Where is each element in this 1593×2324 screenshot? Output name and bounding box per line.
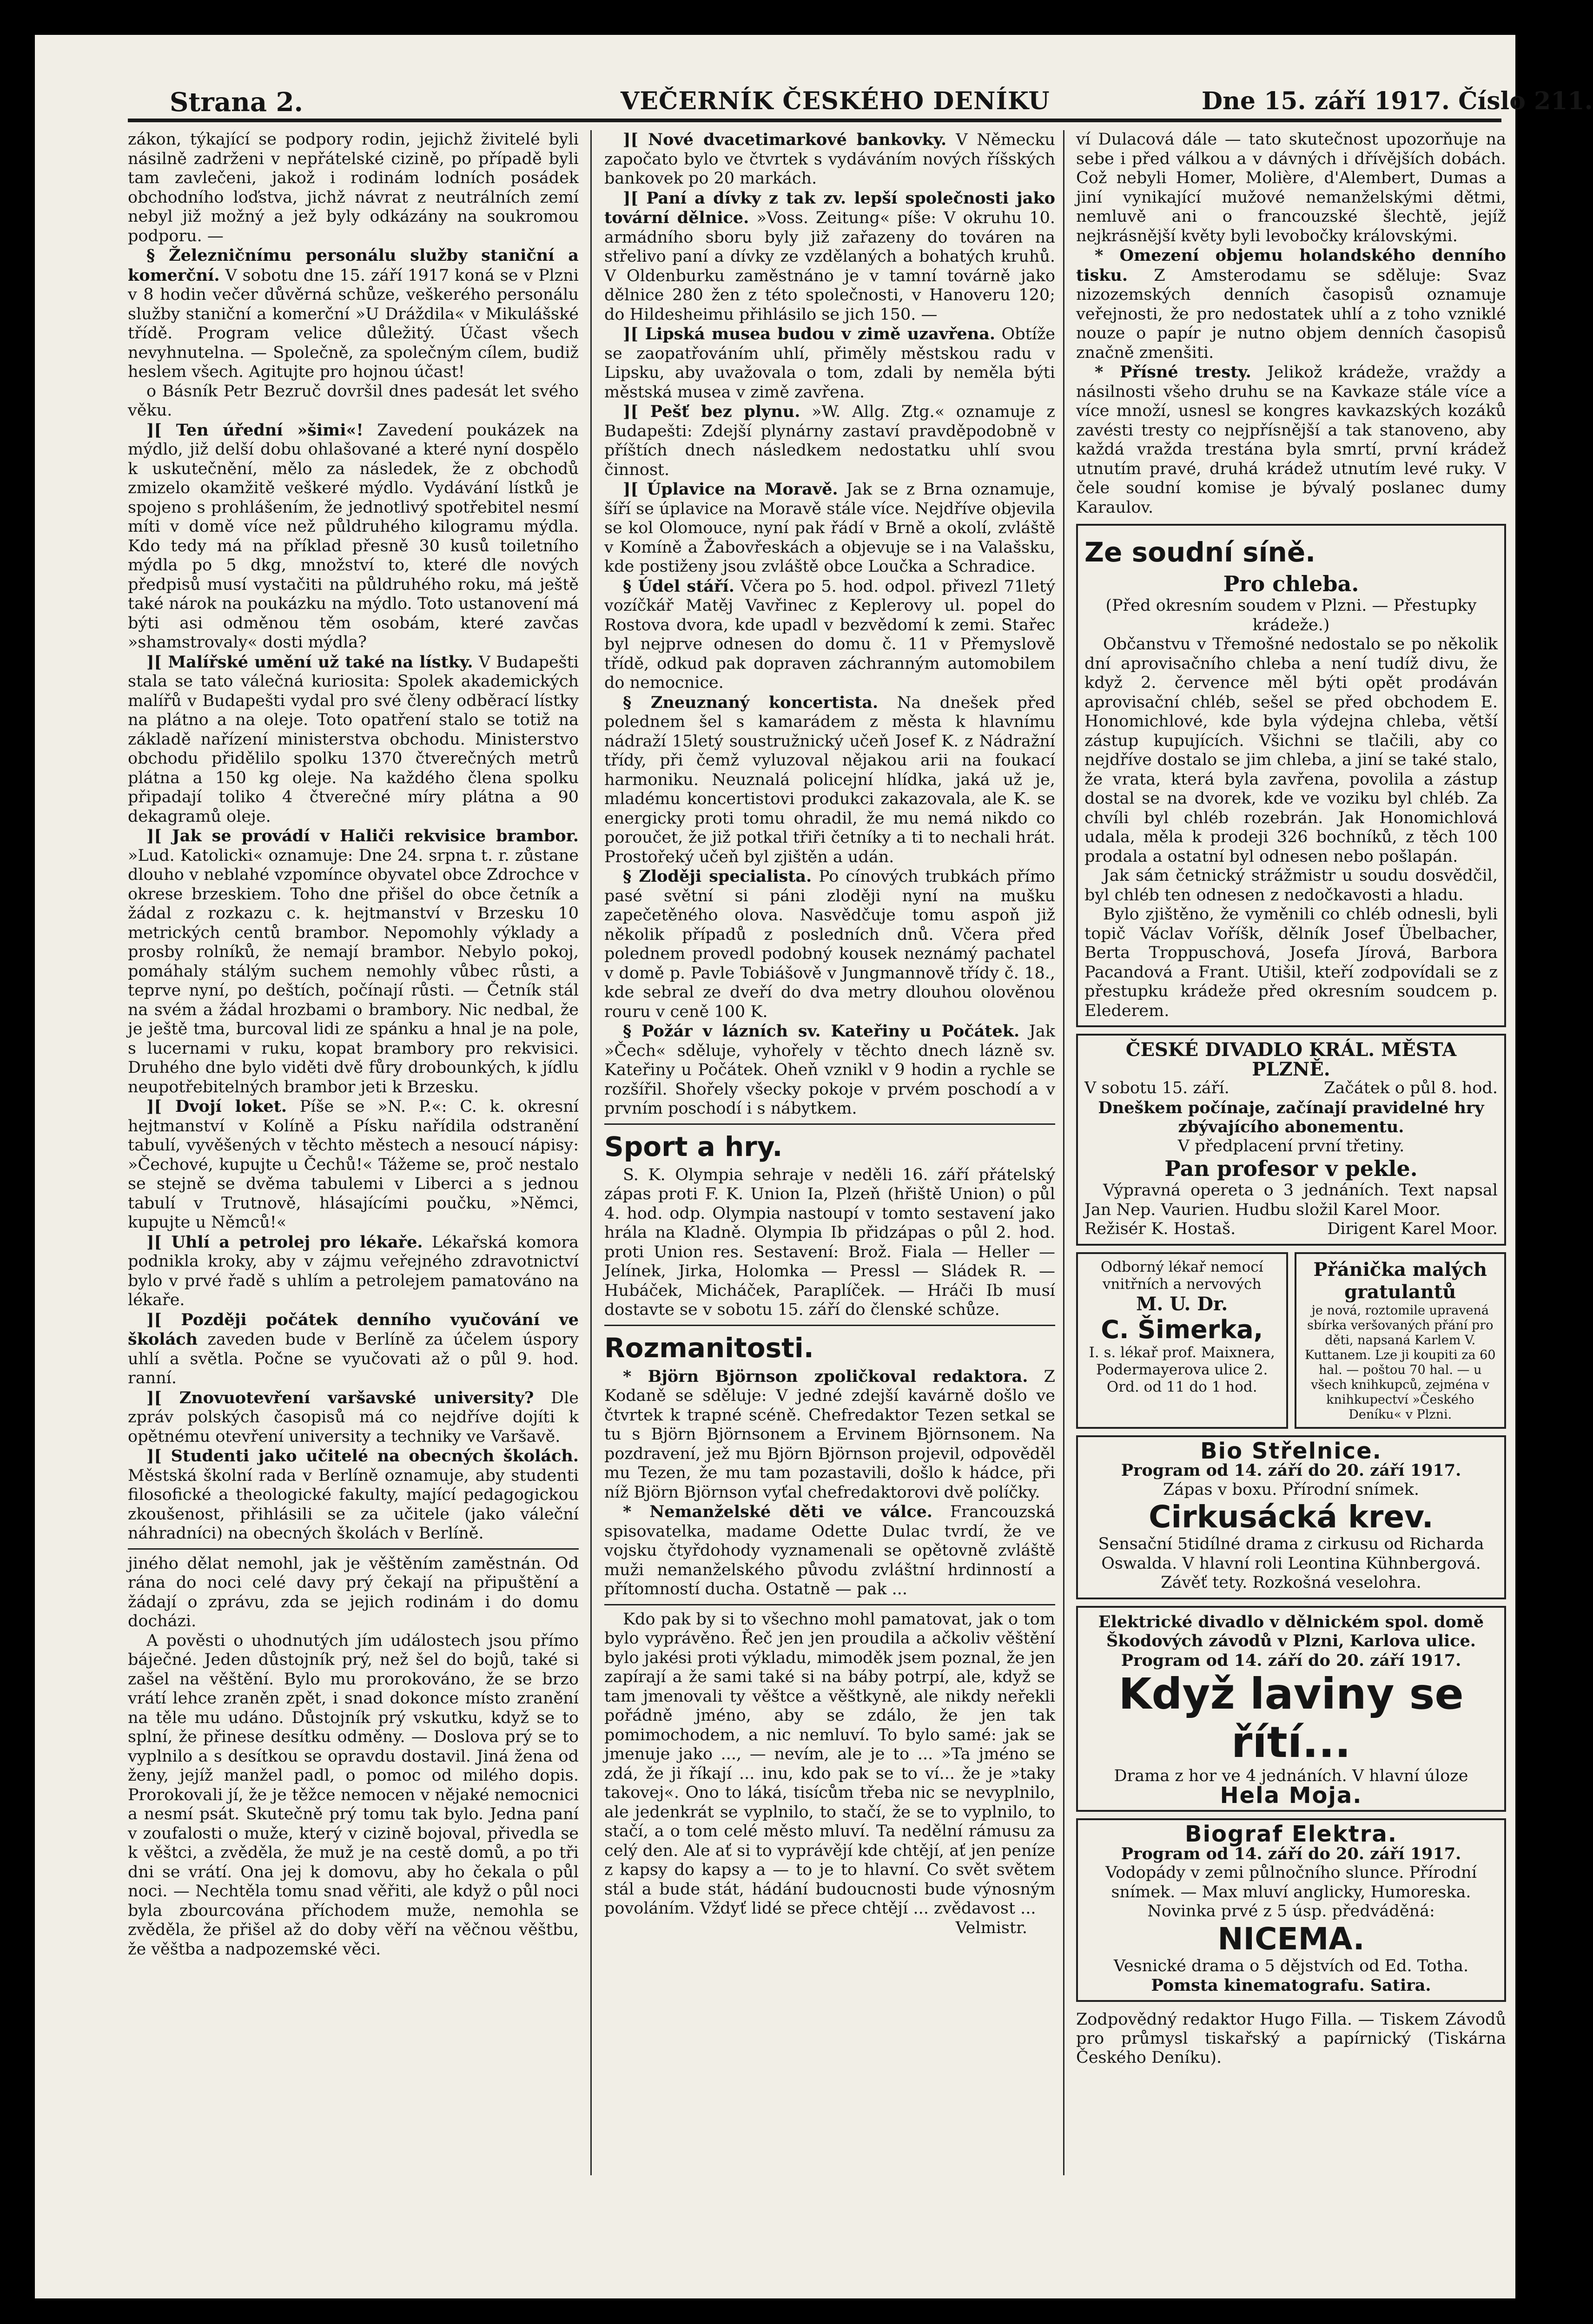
news-text: Francouzská spisovatelka, madame Odette Dulac tvrdí, že ve vojsku čtyřdohody vyznamenali se opětovně zvláště muži nemanželského původu zvláštní hrdinností a přítomností ducha. Ostatně — pak ... xyxy=(604,1503,1055,1598)
cinema-ad-elektra xyxy=(1076,1818,1506,2002)
column-3 xyxy=(1076,130,1506,2175)
cinema-ad-strelnice xyxy=(1076,1435,1506,1599)
newspaper-title: VEČERNÍK ČESKÉHO DENÍKU xyxy=(621,87,1050,115)
news-text: Včera po 5. hod. odpol. přivezl 71letý vozíčkář Matěj Vavřinec z Keplerovy ul. popel do Rostova dvora, kde upadl v bezvědomí k zemi. Stařec byl nejprve odnesen do domu č. 11 v Přemyslově třídě, odkud pak dopraven záchranným automobilem do nemocnice. xyxy=(604,577,1055,692)
theatre-description: Výpravná opereta o 3 jednáních. Text napsal Jan Nep. Vaurien. Hudbu složil Karel Moor. xyxy=(1084,1181,1498,1219)
newspaper-page xyxy=(35,35,1593,2298)
news-item xyxy=(128,1310,579,1388)
theatre-play-title: Pan profesor v pekle. xyxy=(1164,1156,1418,1181)
cinema-star: Hela Moja. xyxy=(1220,1782,1362,1809)
cinema-film: Vodopády v zemi půlnočního slunce. Přírodní snímek. — Max mluví anglicky, Humoreska. Novinka prvé z 5 úsp. předváděná: xyxy=(1105,1863,1477,1921)
news-item xyxy=(604,189,1055,325)
cinema-name: Elektrické divadlo v dělnickém spol. domě Škodových závodů v Plzni, Karlova ulice. xyxy=(1098,1612,1484,1651)
news-text: Jak »Čech« sděluje, vyhořely v těchto dnech lázně sv. Kateřiny u Počátek. Oheň vznikl v 9 hodin a rychle se rozšířil. Shořely všecky pokoje v prvém poschodí a v prvním poschodí i s nábytkem. xyxy=(604,1022,1055,1118)
news-headline: ][ Malířské umění už také na lístky. xyxy=(146,652,473,672)
doctor-title: M. U. Dr. xyxy=(1136,1293,1228,1315)
news-headline: * Omezení objemu holandského denního tisku. xyxy=(1076,246,1506,285)
news-headline: § Požár v lázních sv. Kateřiny u Počátek. xyxy=(623,1022,1020,1041)
news-text: »Lud. Katolicki« oznamuje: Dne 24. srpna t. r. zůstane dlouho v neblahé vzpomínce obyvatel obce Zdrochce v okrese brzeskiem. Toho dne přišel do obce četník a žádal z rozkazu c. k. hejtmanství v Brzesku 10 metrických centů brambor. Nepomohly výklady a prosby rolníků, že nemají brambor. Nebylo pokoj, pomáhaly stálým suchem nemohly vůbec růsti, a teprve nyní, po deštích, počínají růsti. — Četník stál na svém a žádal hrozbami o brambory. Nic nedbal, že je ještě tma, burcoval lidi ze spánku a hnal je na pole, s lucernami v ruku, kopat brambory pro rekvisici. Druhého dne bylo viděti dvě fůry drobounkých, k jídlu neupotřebitelných brambor jeti k Brzesku. xyxy=(128,846,579,1096)
book-description: je nová, roztomile upravená sbírka veršovaných přání pro děti, napsaná Karlem V. Kuttanem. Lze ji koupiti za 60 hal. — poštou 70 hal. — u všech knihkupců, zejména v knihkupectví »Českého Deníku« v Plzni. xyxy=(1305,1303,1496,1422)
issue-date: Dne 15. září 1917. Číslo 211. xyxy=(1202,87,1593,115)
cinema-main-film: NICEMA. xyxy=(1217,1921,1365,1957)
cinema-film: Pomsta kinematografu. Satira. xyxy=(1151,1976,1431,1995)
cinema-program-dates: Program od 14. září do 20. září 1917. xyxy=(1121,1651,1461,1670)
news-headline: ][ Paní a dívky z tak zv. lepší společnosti jako tovární dělnice. xyxy=(604,188,1055,227)
news-text: V Německu započato bylo ve čtvrtek s vydáváním nových říšských bankovek po 20 markách. xyxy=(604,131,1055,188)
news-item xyxy=(128,1233,579,1310)
news-item xyxy=(128,246,579,382)
small-ads-row xyxy=(1076,1252,1506,1429)
court-text: Bylo zjištěno, že vyměnili co chléb odnesli, byli topič Václav Voříšk, dělník Josef Übelbacher, Berta Troppuschová, Josefa Jírová, Barbora Pacandová a Frant. Utišil, kteří zodpovídali se z přestupku krádeže před okresním soudcem p. Elederem. xyxy=(1084,905,1498,1020)
news-headline: ][ Dvojí loket. xyxy=(146,1097,287,1116)
section-rule xyxy=(604,1123,1055,1125)
news-item xyxy=(604,693,1055,867)
feuilleton-signature: Velmistr. xyxy=(955,1918,1027,1937)
news-item xyxy=(604,130,1055,189)
doctor-ad xyxy=(1076,1252,1288,1429)
news-item xyxy=(1076,363,1506,517)
news-headline: § Zloději specialista. xyxy=(623,867,812,886)
cinema-film-description: Drama z hor ve 4 jednáních. V hlavní úloze xyxy=(1114,1767,1468,1785)
feuilleton-text: A pověsti o uhodnutých jím událostech jsou přímo báječné. Jeden důstojník prý, než šel do bojů, také si zašel na věštění. Bylo mu prorokováno, že se brzo vrátí lehce zraněn zpět, i snad dokonce místo zranění na těle mu udáno. Důstojník prý vskutku, když se to splní, že přinese desítku odměny. — Doslova prý se to vyplnilo a s desítkou se opravdu dostavil. Jiná žena od ženy, jejíž manžel padl, o pomoc od milého dopis. Prorokovali jí, že je těžce nemocen v nějaké nemocnici a nesmí psát. Skutečně prý tomu tak bylo. Jedna paní v zoufalosti o muže, který v cizině bojoval, přivedla se k věštci, a zvěděla, že muž je na cestě domů, a po tři dni se vrátí. Ona jej k domovu, aby ho čekala o půl noci. — Nechtěla tomu snad věřiti, ale když o půl noci byla zbourcována příchodem muže, nemohla se zvěděla, že přišel až do doby věří na věčnou věštbu, že věštba a nadpozemské věci. xyxy=(128,1631,579,1959)
news-item xyxy=(604,324,1055,402)
news-headline: § Údel stáří. xyxy=(623,576,734,596)
news-headline: ][ Později počátek denního vyučování ve školách xyxy=(128,1310,579,1349)
cinema-film-description: Vesnické drama o 5 dějstvích od Ed. Totha. xyxy=(1113,1956,1469,1975)
column-rule xyxy=(1063,130,1064,2175)
theatre-subscription: V předplacení první třetiny. xyxy=(1177,1136,1405,1155)
news-headline: § Železničnímu personálu služby staniční a komerční. xyxy=(128,246,579,285)
theatre-notice: Dneškem počínaje, začínají pravidelné hry zbývajícího abonementu. xyxy=(1098,1098,1484,1136)
cinema-film-description: Sensační 5tidílné drama z cirkusu od Richarda Oswalda. V hlavní roli Leontina Kühnbergová. xyxy=(1098,1535,1484,1573)
news-headline: ][ Uhlí a petrolej pro lékaře. xyxy=(146,1232,423,1252)
news-text: »Voss. Zeitung« píše: V okruhu 10. armádního sboru byly již zařazeny do továren na střelivo paní a dívky ze vzdělaných a bohatých kruhů. V Oldenburku zaměstnáno je v tamní továrně jako dělnice 280 žen z této společnosti, v Hanoveru 120; do Hildesheimu přihlásilo se jich 150. — xyxy=(604,209,1055,324)
news-headline: § Zneuznaný koncertista. xyxy=(623,693,879,712)
cinema-name: Biograf Elektra. xyxy=(1185,1821,1397,1847)
news-text: Píše se »N. P.«: C. k. okresní hejtmanství v Kolíně a Písku nařídila odstranění tabulí, vyvěšených v těchto městech a nesoucí nápisy: »Čechové, kupujte u Čechů!« Tážeme se, proč nestalo se stejně se dvěma tabulemi v Liberci a s jednou tabulí v Trutnově, hlásajícími poučku, »Němci, kupujte u Němců!« xyxy=(128,1097,579,1232)
news-item xyxy=(604,1367,1055,1503)
book-ad xyxy=(1295,1252,1507,1429)
theatre-time: Začátek o půl 8. hod. xyxy=(1324,1079,1498,1097)
column-1 xyxy=(128,130,579,2171)
section-heading-misc: Rozmanitosti. xyxy=(604,1332,814,1364)
news-text: Po cínových trubkách přímo pasé světní si páni zloději nyní na mušku zapečetěného olova. Nasvědčuje tomu aspoň již několik případů z posledních dnů. Včera před polednem provedl podobný kousek neznámý pachatel v domě p. Pavle Tobiášově v Jungmannově třídy č. 18., kde sebral ze dveří do dva metry dlouhou olověnou rouru v ceně 100 K. xyxy=(604,867,1055,1021)
news-text: Jak se z Brna oznamuje, šíří se úplavice na Moravě stále více. Nejdříve objevila se kol Olomouce, nyní pak řádí v Brně a okolí, zvláště v Komíně a Žabovřeskách a objevuje se i na Valašsku, kde postiženy jsou zvláště obce Loučka a Schradice. xyxy=(604,480,1055,576)
court-text: Jak sám četnický strážmistr u soudu dosvědčil, byl chléb ten odnesen z nedočkavosti a hladu. xyxy=(1084,866,1498,905)
news-item xyxy=(128,421,579,653)
doctor-address: I. s. lékař prof. Maixnera, Podermayerova ulice 2. Ord. od 11 do 1 hod. xyxy=(1089,1344,1275,1395)
news-headline: ][ Studenti jako učitelé na obecných školách. xyxy=(146,1446,579,1466)
cinema-film: Závěť tety. Rozkošná veselohra. xyxy=(1161,1573,1421,1592)
imprint: Zodpovědný redaktor Hugo Filla. — Tiskem Závodů pro průmysl tiskařský a papírnický (Tiskárna Českého Deníku). xyxy=(1076,2010,1506,2067)
news-text: Zavedení poukázek na mýdlo, již delší dobu ohlašované a které nyní dospělo k uskutečnění, mělo za následek, že z obchodů zmizelo okamžitě veškeré mýdlo. Vydávání lístků je spojeno s prohlášením, že jednotlivý spotřebitel nesmí míti v domě více než půldruhého kilogramu mýdla. Kdo tedy má na příklad přesně 30 kusů toiletního mýdla po 5 dkg, množství to, které dle nových předpisů musí vystačiti na půldruhého roku, má ještě také nárok na poukázku na mýdlo. Toto ustanovení má býti asi odměnou těm osobám, které zavčas »shamstrovaly« dosti mýdla? xyxy=(128,421,579,652)
news-headline: ][ Pešť bez plynu. xyxy=(623,402,800,421)
news-text: Na dnešek před polednem šel s kamarádem z města k hlavnímu nádraží 15letý soustružnický učeň Josef K. z Nádražní třídy, při čemž vyluzoval nějakou arii na foukací harmoniku. Neuznalá policejní hlídka, jaká už je, mladému koncertistovi produkci zakazovala, ale K. se energicky proti tomu ohradil, že mu nemá nikdo co poroučet, že již potkal třiři četníky a ti to nechali hrát. Prostořeký učeň byl zjištěn a udán. xyxy=(604,693,1055,866)
news-item xyxy=(128,1097,579,1233)
cinema-film: Zápas v boxu. Přírodní snímek. xyxy=(1163,1480,1419,1499)
court-subtitle: (Před okresním soudem v Plzni. — Přestupky krádeže.) xyxy=(1105,596,1477,634)
news-headline: ][ Úplavice na Moravě. xyxy=(623,480,838,499)
news-text: »W. Allg. Ztg.« oznamuje z Budapešti: Zdejší plynárny zastaví pravděpodobně v příštích dnech následkem nedostatku uhlí svou činnost. xyxy=(604,403,1055,479)
news-headline: ][ Ten úřední »šimi«! xyxy=(146,420,364,440)
cinema-ad-elektricke xyxy=(1076,1606,1506,1812)
theatre-heading: ČESKÉ DIVADLO KRÁL. MĚSTA PLZNĚ. xyxy=(1125,1039,1457,1080)
news-text: V Budapešti stala se tato válečná kuriosita: Spolek akademických malířů v Budapešti vydal pro své členy odběrací lístky na plátno a na oleje. Toto opatření stalo se totiž na základě nařízení ministerstva obchodu. Ministerstvo obchodu přidělilo spolku 1370 čtverečných metrů plátna a 150 kg oleje. Na každého člena spolku připadají toliko 4 čtverečné míry plátna a 90 dekagramů oleje. xyxy=(128,653,579,826)
feuilleton-rule xyxy=(128,1548,579,1550)
news-item xyxy=(604,867,1055,1022)
article-text: zákon, týkající se podpory rodin, jejichž živitelé byli násilně zadrženi v nepřátelské cizině, po případě byli tam zavlečeni, jakož i rodinám lodních posádek obchodního loďstva, jichž návrat z neutrálních zemí nebyl již možný a jež byly odkázány na soukromou podporu. — xyxy=(128,130,579,245)
news-headline: ][ Znovuotevření varšavské university? xyxy=(146,1388,534,1407)
doctor-specialty: Odborný lékař nemocí vnitřních a nervových xyxy=(1100,1258,1263,1293)
news-headline: * Nemanželské děti ve válce. xyxy=(623,1502,932,1521)
news-text: Jelikož krádeže, vraždy a násilnosti všeho druhu se na Kavkaze stále více a více množí, usnesl se kongres kavkazských kozáků zavésti tresty co nejpřísnější a tak stanoveno, aby každá vražda trestána byla smrtí, první krádež utnutím pravé, druhá krádež utnutím levé ruky. V čele soudní komise je bývalý poslanec dumy Karaulov. xyxy=(1076,363,1506,517)
theatre-day: V sobotu 15. září. xyxy=(1084,1079,1229,1097)
doctor-name: C. Šimerka, xyxy=(1101,1314,1263,1344)
news-item xyxy=(604,1022,1055,1119)
theatre-ad xyxy=(1076,1034,1506,1246)
news-item xyxy=(1076,246,1506,363)
feuilleton-rule xyxy=(604,1604,1055,1605)
masthead xyxy=(35,35,1593,118)
news-headline: * Přísné tresty. xyxy=(1095,363,1251,382)
news-item xyxy=(128,1388,579,1447)
article-text: ví Dulacová dále — tato skutečnost upozorňuje na sebe i před válkou a v dávných i dřívějších dobách. Což nebyli Homer, Molière, d'Alembert, Dumas a jiní vynikající mužové nemanželskými dětmi, nemluvě ani o francouzské šlechtě, jejíž nejkrásnější květy byli levobočky královskými. xyxy=(1076,130,1506,245)
news-headline: ][ Lipská musea budou v zimě uzavřena. xyxy=(623,324,996,343)
theatre-schedule xyxy=(1084,1079,1498,1098)
cinema-program-dates: Program od 14. září do 20. září 1917. xyxy=(1121,1461,1461,1480)
cinema-main-film: Když laviny se řítí... xyxy=(1118,1669,1464,1767)
section-heading-court: Ze soudní síně. xyxy=(1084,536,1316,568)
news-item: o Básník Petr Bezruč dovršil dnes padesát let svého věku. xyxy=(128,382,579,420)
sport-text: S. K. Olympia sehraje v neděli 16. září přátelský zápas proti F. K. Union Ia, Plzeň (hřiště Union) o půl 4. hod. odp. Olympia nastoupí v tomto sestavení jako hrála na Kladně. Olympia Ib přidzápas o půl 2. hod. proti Union res. Sestavení: Brož. Fiala — Heller — Jelínek, Jirka, Holomka — Pressl — Sládek R. — Hubáček, Micháček, Paraplíček. — Hráči Ib musí dostavte se v sobotu 15. září do členské schůze. xyxy=(604,1165,1055,1319)
cinema-main-film: Cirkusácká krev. xyxy=(1149,1499,1434,1535)
court-section xyxy=(1076,524,1506,1027)
feuilleton-text: jiného dělat nemohl, jak je věštěním zaměstnán. Od rána do noci celé davy prý čekají na připuštění a žádají o zprávu, zda se jejich rodinám i do domu docházi. xyxy=(128,1554,579,1631)
section-rule xyxy=(604,1325,1055,1326)
news-item xyxy=(604,480,1055,577)
cinema-name: Bio Střelnice. xyxy=(1200,1438,1382,1464)
news-item xyxy=(604,1502,1055,1599)
news-text: Lékařská komora podnikla kroky, aby v zájmu veřejného zdravotnictví bylo v prvé řadě s uhlím a petrolejem pamatováno na lékaře. xyxy=(128,1233,579,1309)
court-title: Pro chleba. xyxy=(1223,571,1359,596)
column-rule xyxy=(590,130,592,2175)
cinema-program-dates: Program od 14. září do 20. září 1917. xyxy=(1121,1844,1461,1863)
page-number: Strana 2. xyxy=(170,87,304,118)
news-headline: ][ Jak se provádí v Haliči rekvisice brambor. xyxy=(146,826,579,845)
section-heading-sport: Sport a hry. xyxy=(604,1130,783,1162)
news-item xyxy=(604,402,1055,480)
masthead-rule xyxy=(128,119,1501,122)
news-item xyxy=(604,577,1055,693)
theatre-conductor: Dirigent Karel Moor. xyxy=(1327,1220,1498,1238)
court-text: Občanstvu v Třemošné nedostalo se po několik dní aprovisačního chleba a není tudíž divu, že když 2. července měl býti opět prodáván aprovisační chléb, sešel se před obchodem E. Honomichlové, kde byla výdejna chleba, větší zástup kupujících. Všichni se tlačili, aby co nejdříve dostalo se jim chleba, a jiní se také stalo, že vrata, která byla zavřena, povolila a zástup dostal se na dvorek, kde ve voziku byl chléb. Za chvíli byl chléb rozebrán. Jak Honomichlová udala, měla k prodeji 326 bochníků, z těch 100 prodala a ostatní byl odnesen nebo pošlapán. xyxy=(1084,635,1498,866)
news-text: V sobotu dne 15. září 1917 koná se v Plzni v 8 hodin večer důvěrná schůze, veškerého personálu služby staniční a komerční »U Dráždila« v Mikulášské třídě. Program velice důležitý. Účast všech nevyhnutelna. — Společně, za společným cílem, budiž heslem všech. Agitujte pro hojnou účast! xyxy=(128,266,579,381)
news-text: Obtíže se zaopatřováním uhlí, přiměly městskou radu v Lipsku, aby uvažovala o tom, zdali by neměla býti městská musea v zimě zavřena. xyxy=(604,325,1055,402)
news-text: Dle zpráv polských časopisů má co nejdříve dojíti k opětnému otevření university a techniky ve Varšavě. xyxy=(128,1388,579,1446)
news-text: Z Amsterodamu se sděluje: Svaz nizozemských denních časopisů oznamuje veřejnosti, že pro nedostatek uhlí a z toho vzniklé nouze o papír je nutno objem denních časopisů značně zmenšiti. xyxy=(1076,266,1506,362)
feuilleton-text: Kdo pak by si to všechno mohl pamatovat, jak o tom bylo vyprávěno. Řeč jen jen proudila a ačkoliv věštění bylo jakési proti výkladu, mimoděk jsem poznal, že jen zapírají a že sami také si na báby potrpí, ale, když se tam jmenovali ty věštce a věštkyně, ale nikdy neřekli pořádně jméno, aby se zdálo, že jen tak pomimochodem, a nic nemluví. To bylo samé: jak se jmenuje jako ..., — nevím, ale je to ... »Ta jméno se zdá, že ji říkají ... inu, kdo pak se to ví... že je »taky takovej«. Ono to láká, tisícům třeba nic se nevyplnilo, ale jedenkrát se vyplnilo, to stačí, že se to vyplnilo, to stačí, a o tom celé město mluví. Ta nedělní rámusu za celý den. Ale ať si to vyprávějí kde chtějí, ať jen peníze z kapsy do kapsy a — to je to hlavní. Co svět světem stál a bude stát, hádání budoucnosti bude výnosným povoláním. Vždyť lidé se přece chtějí ... zvědavost ... xyxy=(604,1610,1055,1918)
news-item xyxy=(128,1446,579,1544)
news-item xyxy=(128,653,579,827)
news-headline: * Björn Björnson zpoličkoval redaktora. xyxy=(623,1367,1028,1386)
news-headline: ][ Nové dvacetimarkové bankovky. xyxy=(623,130,947,149)
news-text: zaveden bude v Berlíně za účelem úspory uhlí a světla. Počne se vyučovati až o půl 9. hod. ranní. xyxy=(128,1330,579,1387)
column-2 xyxy=(604,130,1055,2175)
theatre-director: Režisér K. Hostaš. xyxy=(1084,1220,1236,1238)
news-text: Z Kodaně se sděluje: V jedné zdejší kavárně došlo ve čtvrtek k trapné scéně. Chefredaktor Tezen setkal se tu s Björn Björnsonem a Ervinem Björnsonem. Na pozdravení, jež mu Björn Björnson projevil, odpověděl mu Tezen, že mu tam pozastavili, došlo k hádce, při níž Björn Björnson vyťal chefredaktorovi dvě políčky. xyxy=(604,1367,1055,1502)
news-item xyxy=(128,826,579,1097)
theatre-credits xyxy=(1084,1220,1498,1239)
book-title: Přánička malých gratulantů xyxy=(1313,1258,1487,1303)
news-text: Městská školní rada v Berlíně oznamuje, aby studenti filosofické a theologické fakulty, mající pedagogickou zkoušenost, přihlásili se za učitele (jako váleční náhradníci) na obecných školách v Berlíně. xyxy=(128,1466,579,1543)
